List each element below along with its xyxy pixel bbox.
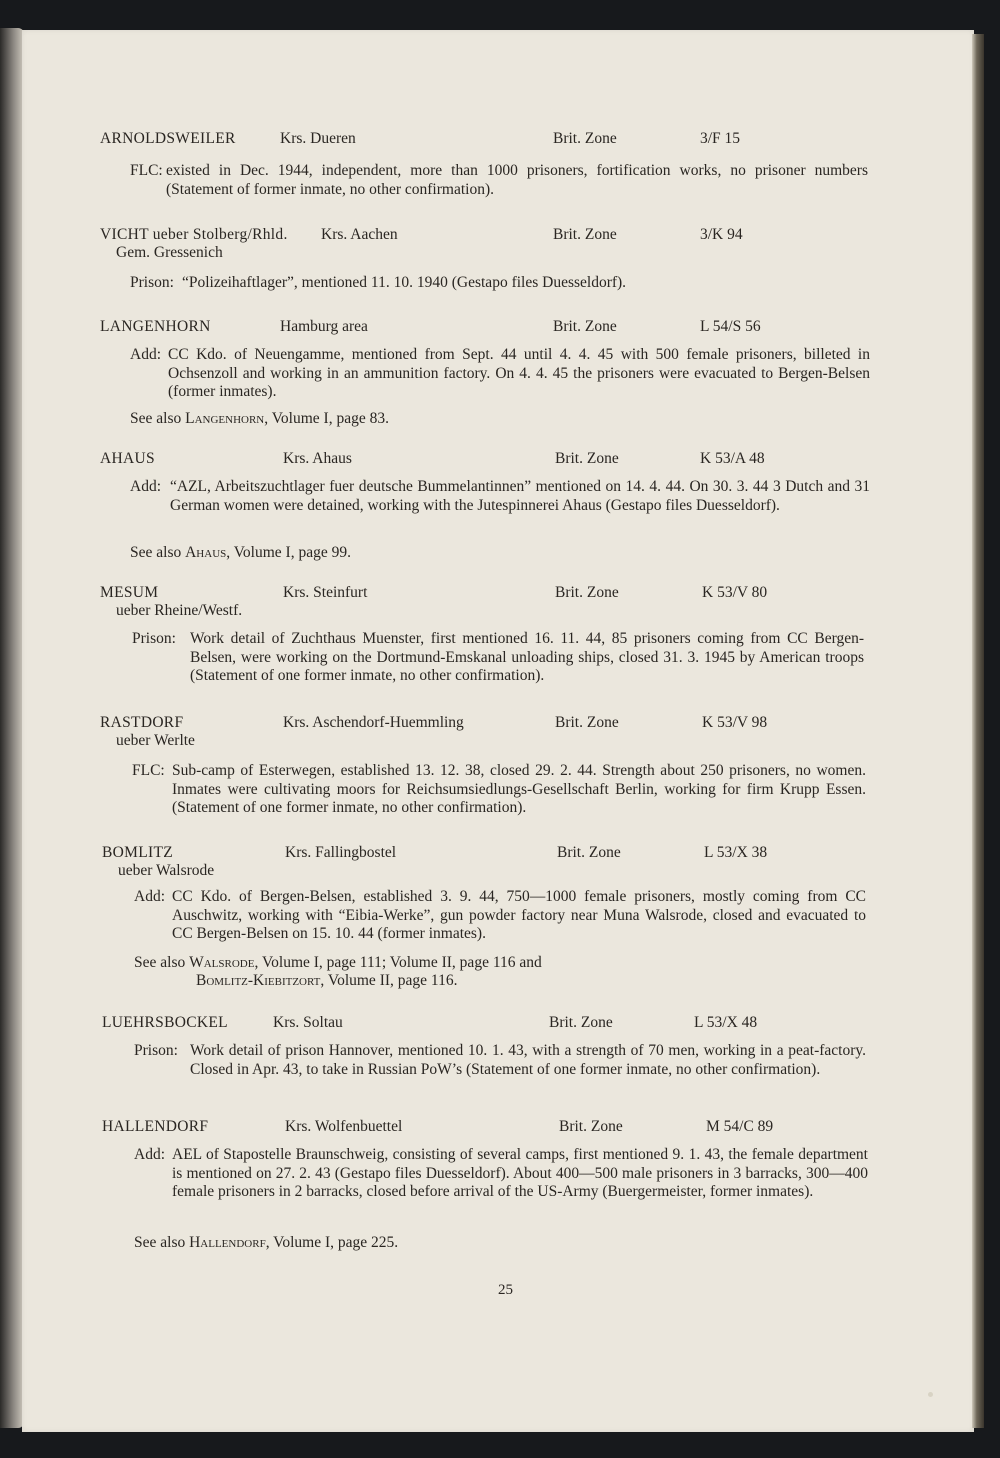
place-subtitle: ueber Werlte <box>116 732 195 749</box>
entry-text: “Polizeihaftlager”, mentioned 11. 10. 1940 (Gestapo files Duesseldorf). <box>182 274 627 291</box>
district: Krs. Aschendorf-Huemmling <box>283 714 464 731</box>
place-name: VICHT ueber Stolberg/Rhld. <box>100 226 288 243</box>
see-also-prefix: See also <box>130 410 182 427</box>
entry-text: Sub-camp of Esterwegen, established 13. 12. 38, closed 29. 2. 44. Strength about 250 prisoners, no women. Inmates were cultivating moors for Reichsumsiedlungs-Gesellschaft Berlin, working for firm Krupp Essen. (Statement of one former inmate, no other confirmation). <box>172 762 866 816</box>
place-name: RASTDORF <box>100 714 184 731</box>
grid-ref: L 54/S 56 <box>700 318 761 335</box>
district: Krs. Wolfenbuettel <box>285 1118 403 1135</box>
see-also <box>134 1234 398 1253</box>
grid-ref: M 54/C 89 <box>706 1118 774 1135</box>
see-also-prefix: See also <box>130 544 182 561</box>
place-subtitle: ueber Rheine/Westf. <box>116 602 243 619</box>
see-also-prefix: See also <box>134 1234 186 1251</box>
page-number: 25 <box>498 1282 513 1298</box>
grid-ref: K 53/V 80 <box>702 584 768 601</box>
entry-text: “AZL, Arbeitszuchtlager fuer deutsche Bummelantinnen” mentioned on 14. 4. 44. On 30. 3. 44 3 Dutch and 31 German women were detained, working with the Jutespinnerei Ahaus (Gestapo files Duesseldorf). <box>170 478 870 514</box>
place-name: AHAUS <box>100 450 155 467</box>
entry-label: Prison: <box>132 630 176 647</box>
see-also <box>130 544 351 563</box>
entry-text: existed in Dec. 1944, independent, more than 1000 prisoners, fortification works, no prisoner numbers (Statement of former inmate, no other confirmation). <box>166 162 868 198</box>
district: Krs. Steinfurt <box>283 584 368 601</box>
zone: Brit. Zone <box>555 450 619 467</box>
page-edge <box>972 34 984 1428</box>
see-also <box>130 410 389 429</box>
zone: Brit. Zone <box>549 1014 613 1031</box>
place-name: LANGENHORN <box>100 318 211 335</box>
entry-label: Prison: <box>130 274 174 291</box>
see-also-suffix: , Volume I, page 83. <box>264 410 389 427</box>
see-also-suffix: , Volume I, page 99. <box>226 544 351 561</box>
place-subtitle: ueber Walsrode <box>118 862 215 879</box>
entry-text: Work detail of prison Hannover, mentioned 10. 1. 43, with a strength of 70 men, working in a peat-factory. Closed in Apr. 43, to take in Russian PoW’s (Statement of one former inmate, no other confirmation). <box>190 1042 866 1078</box>
entry-label: FLC: <box>130 162 163 179</box>
entry-text: CC Kdo. of Bergen-Belsen, established 3. 9. 44, 750—1000 female prisoners, mostly coming from CC Auschwitz, working with “Eibia-Werke”, gun powder factory near Muna Walsrode, closed and evacuated to CC Bergen-Belsen on 15. 10. 44 (former inmates). <box>172 888 866 942</box>
grid-ref: K 53/A 48 <box>700 450 765 467</box>
see-also-suffix: , Volume I, page 111; Volume II, page 116 and <box>254 954 542 971</box>
grid-ref: L 53/X 38 <box>704 844 768 861</box>
page-sheet <box>22 30 974 1432</box>
zone: Brit. Zone <box>553 226 617 243</box>
see-also-ref: Walsrode <box>189 954 255 971</box>
see-also-ref: Ahaus <box>185 544 227 561</box>
zone: Brit. Zone <box>553 318 617 335</box>
see-also-suffix-2: , Volume II, page 116. <box>320 972 458 989</box>
zone: Brit. Zone <box>553 130 617 147</box>
entry-label: Add: <box>130 478 161 495</box>
see-also <box>134 954 542 973</box>
place-name: MESUM <box>100 584 159 601</box>
entry-label: Prison: <box>134 1042 178 1059</box>
place-name: HALLENDORF <box>102 1118 209 1135</box>
zone: Brit. Zone <box>555 714 619 731</box>
district: Hamburg area <box>280 318 368 335</box>
entry-label: Add: <box>130 346 161 363</box>
district: Krs. Aachen <box>321 226 398 243</box>
district: Krs. Fallingbostel <box>285 844 397 861</box>
grid-ref: L 53/X 48 <box>694 1014 758 1031</box>
see-also-ref-2: Bomlitz-Kiebitzort <box>196 972 321 989</box>
see-also-continued <box>196 972 457 991</box>
zone: Brit. Zone <box>559 1118 623 1135</box>
see-also-prefix: See also <box>134 954 186 971</box>
place-name: LUEHRSBOCKEL <box>102 1014 228 1031</box>
place-name: BOMLITZ <box>102 844 173 861</box>
zone: Brit. Zone <box>557 844 621 861</box>
entry-label: Add: <box>134 888 165 905</box>
grid-ref: 3/F 15 <box>700 130 741 147</box>
entry-text: AEL of Stapostelle Braunschweig, consisting of several camps, first mentioned 9. 1. 43, the female department is mentioned on 27. 2. 43 (Gestapo files Duesseldorf). About 400—500 male prisoners in 3 barracks, 300—400 female prisoners in 2 barracks, closed before arrival of the US-Army (Buergermeister, former inmates). <box>172 1146 868 1200</box>
grid-ref: K 53/V 98 <box>702 714 768 731</box>
see-also-ref: Hallendorf <box>189 1234 266 1251</box>
see-also-suffix: , Volume I, page 225. <box>265 1234 399 1251</box>
grid-ref: 3/K 94 <box>700 226 743 243</box>
zone: Brit. Zone <box>555 584 619 601</box>
book-spine <box>0 28 24 1428</box>
see-also-ref: Langenhorn <box>185 410 265 427</box>
place-name: ARNOLDSWEILER <box>100 130 236 147</box>
district: Krs. Dueren <box>280 130 356 147</box>
place-subtitle: Gem. Gressenich <box>116 244 223 261</box>
entry-text: Work detail of Zuchthaus Muenster, first mentioned 16. 11. 44, 85 prisoners coming from CC Bergen-Belsen, were working on the Dortmund-Emskanal unloading ships, closed 31. 3. 1945 by American troops (Statement of one former inmate, no other confirmation). <box>190 630 864 684</box>
entry-label: FLC: <box>132 762 165 779</box>
district: Krs. Ahaus <box>283 450 352 467</box>
paper-speck <box>928 1392 933 1397</box>
district: Krs. Soltau <box>273 1014 343 1031</box>
entry-text: CC Kdo. of Neuengamme, mentioned from Sept. 44 until 4. 4. 45 with 500 female prisoners, billeted in Ochsenzoll and working in an ammunition factory. On 4. 4. 45 the prisoners were evacuated to Bergen-Belsen (former inmates). <box>168 346 870 400</box>
entry-label: Add: <box>134 1146 165 1163</box>
